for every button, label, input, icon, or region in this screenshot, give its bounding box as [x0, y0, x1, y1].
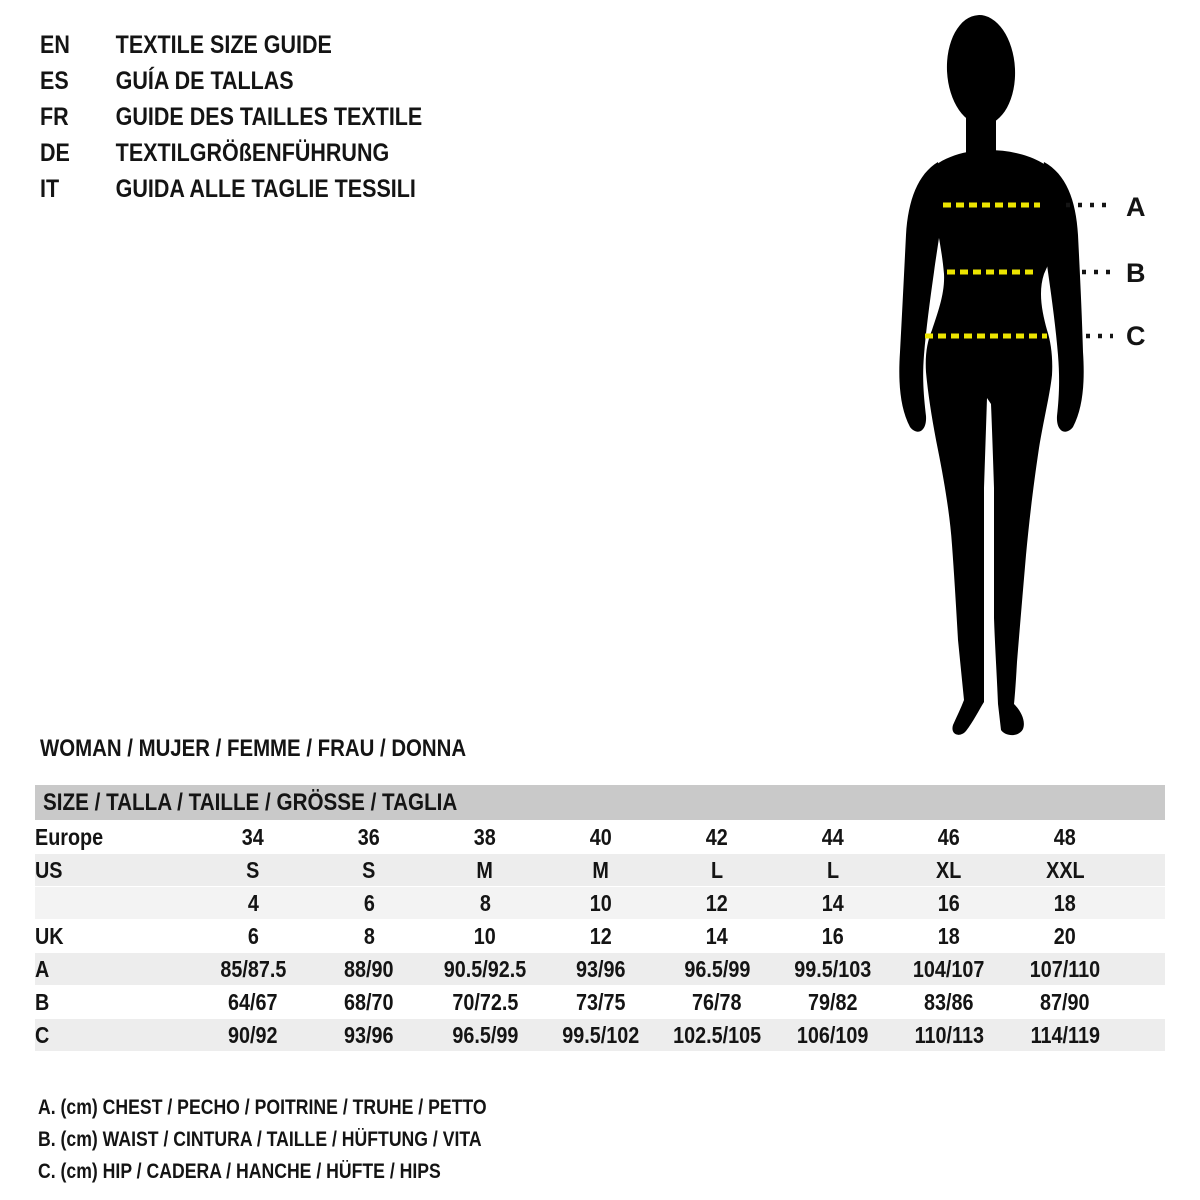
cell: 46 [937, 823, 961, 850]
female-silhouette-figure [880, 0, 1200, 760]
cell: 102.5/105 [672, 1021, 761, 1048]
cell: 90.5/92.5 [443, 955, 527, 982]
title-row-fr [40, 99, 422, 135]
cell: 93/96 [344, 1021, 394, 1048]
table-row-uk [35, 920, 1165, 953]
language-code: FR [40, 103, 69, 131]
cell: 16 [937, 889, 961, 916]
cell: 106/109 [797, 1021, 869, 1048]
title-text: GUÍA DE TALLAS [115, 67, 294, 95]
title-row-en [40, 27, 422, 63]
cell: 76/78 [692, 988, 742, 1015]
cell: S [246, 856, 260, 883]
cell: 96.5/99 [451, 1021, 519, 1048]
cell: 107/110 [1029, 955, 1101, 982]
legend-waist: B. (cm) WAIST / CINTURA / TAILLE / HÜFTUNG / VITA [38, 1128, 482, 1151]
language-code: IT [40, 175, 60, 203]
size-table-header-row [35, 785, 1165, 821]
cell: 18 [1053, 889, 1077, 916]
cell: 85/87.5 [219, 955, 287, 982]
cell: 14 [821, 889, 845, 916]
cell: 6 [363, 889, 375, 916]
legend-chest: A. (cm) CHEST / PECHO / POITRINE / TRUHE / PETTO [38, 1096, 487, 1119]
cell: XXL [1045, 856, 1085, 883]
cell: 88/90 [344, 955, 394, 982]
title-row-es [40, 63, 422, 99]
row-label: C [35, 1021, 50, 1048]
table-row-europe [35, 821, 1165, 854]
cell: 10 [473, 922, 497, 949]
title-row-it [40, 171, 422, 207]
measurement-label-a: A [1126, 192, 1146, 222]
cell: M [476, 856, 494, 883]
row-label: A [35, 955, 50, 982]
cell: 44 [821, 823, 845, 850]
cell: 70/72.5 [451, 988, 519, 1015]
cell: 90/92 [228, 1021, 278, 1048]
cell: 114/119 [1030, 1021, 1100, 1048]
cell: 14 [705, 922, 729, 949]
cell: 36 [357, 823, 381, 850]
language-code: ES [40, 67, 69, 95]
title-text: TEXTILE SIZE GUIDE [115, 31, 332, 59]
filler-cell [1123, 887, 1165, 920]
cell: L [826, 856, 840, 883]
cell: L [710, 856, 724, 883]
cell: 87/90 [1040, 988, 1090, 1015]
cell: 40 [589, 823, 613, 850]
row-label: UK [35, 922, 64, 949]
cell: XL [936, 856, 962, 883]
cell: 68/70 [344, 988, 394, 1015]
table-row-waist [35, 986, 1165, 1019]
row-label: Europe [35, 823, 104, 850]
table-row-us [35, 854, 1165, 887]
cell: 12 [705, 889, 729, 916]
cell: 110/113 [914, 1021, 984, 1048]
cell: 96.5/99 [683, 955, 751, 982]
cell: 8 [479, 889, 491, 916]
size-table-header: SIZE / TALLA / TAILLE / GRÖSSE / TAGLIA [43, 788, 458, 816]
measurement-label-b: B [1126, 258, 1146, 288]
cell: 8 [363, 922, 375, 949]
cell: 12 [589, 922, 613, 949]
cell: 4 [247, 889, 259, 916]
cell: 10 [589, 889, 613, 916]
table-row-chest [35, 953, 1165, 986]
table-row-hip [35, 1019, 1165, 1052]
measurement-label-c: C [1126, 321, 1146, 351]
size-table [35, 784, 1165, 1051]
section-heading: WOMAN / MUJER / FEMME / FRAU / DONNA [40, 735, 467, 762]
cell: 6 [247, 922, 259, 949]
cell: 38 [473, 823, 497, 850]
cell: M [592, 856, 610, 883]
cell: 99.5/102 [562, 1021, 640, 1048]
cell: 83/86 [924, 988, 974, 1015]
female-silhouette [880, 0, 1200, 760]
title-text: TEXTILGRÖßENFÜHRUNG [115, 139, 390, 167]
legend-hip: C. (cm) HIP / CADERA / HANCHE / HÜFTE / HIPS [38, 1160, 441, 1183]
cell: 34 [241, 823, 265, 850]
cell: 73/75 [576, 988, 626, 1015]
cell: 64/67 [228, 988, 278, 1015]
filler-cell [1123, 821, 1165, 854]
cell: 48 [1053, 823, 1077, 850]
title-text: GUIDA ALLE TAGLIE TESSILI [115, 175, 416, 203]
language-code: EN [40, 31, 70, 59]
cell: S [362, 856, 376, 883]
cell: 16 [821, 922, 845, 949]
title-language-list [40, 27, 485, 207]
cell: 99.5/103 [794, 955, 872, 982]
cell: 42 [705, 823, 729, 850]
measurement-legend [38, 1092, 572, 1188]
table-row-us-numeric [35, 887, 1165, 920]
filler-cell [1123, 920, 1165, 953]
filler-cell [1123, 854, 1165, 887]
filler-cell [1123, 986, 1165, 1019]
cell: 18 [937, 922, 961, 949]
cell: 93/96 [576, 955, 626, 982]
cell: 20 [1053, 922, 1077, 949]
title-text: GUIDE DES TAILLES TEXTILE [115, 103, 423, 131]
cell: 104/107 [913, 955, 985, 982]
cell: 79/82 [808, 988, 858, 1015]
row-label: B [35, 988, 50, 1015]
filler-cell [1123, 953, 1165, 986]
title-row-de [40, 135, 422, 171]
row-label: US [35, 856, 63, 883]
language-code: DE [40, 139, 70, 167]
filler-cell [1123, 1019, 1165, 1052]
